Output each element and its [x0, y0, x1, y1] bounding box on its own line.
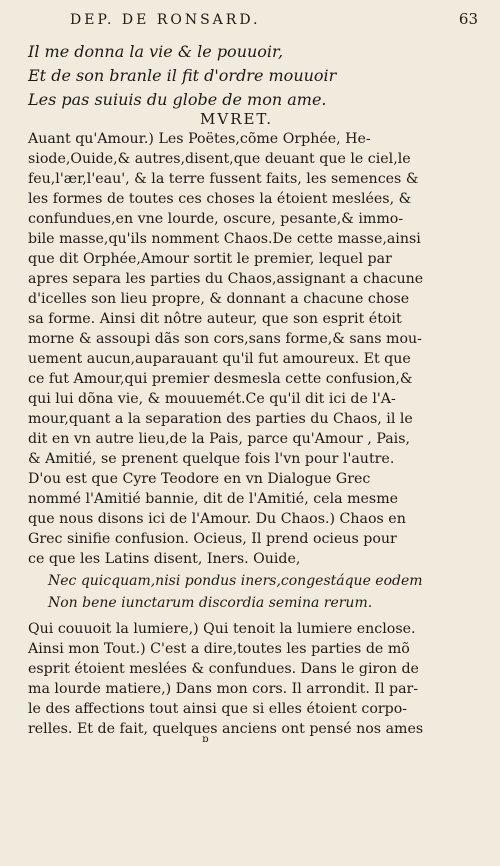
running-head: DEP. DE RONSARD. [70, 12, 261, 28]
page-header [40, 6, 490, 32]
closing-line: relles. Et de fait, quelques anciens ont pensé nos ames [28, 721, 424, 737]
page-number: 63 [458, 10, 478, 28]
body-line: mour,quant a la separation des parties du Chaos, il le [28, 411, 413, 427]
body-line: nommé l'Amitié bannie, dit de l'Amitié, cela mesme [28, 491, 399, 507]
body-line: Auant qu'Amour.) Les Poëtes,cõme Orphée, He- [28, 131, 371, 147]
body-line: sa forme. Ainsi dit nôtre auteur, que son esprit étoit [28, 311, 402, 327]
verse-line-1: Il me donna la vie & le pouuoir, [28, 42, 284, 61]
latin-quote-line-1: Nec quicquam,nisi pondus iners,congestáque eodem [48, 573, 423, 589]
body-line: confundues,en vne lourde, oscure, pesante,& immo- [28, 211, 404, 227]
closing-line: Ainsi mon Tout.) C'est a dire,toutes les parties de mõ [28, 641, 410, 657]
body-line: Grec sinifie confusion. Ocieus, Il prend ocieus pour [28, 531, 397, 547]
body-line: bile masse,qu'ils nomment Chaos.De cette masse,ainsi [28, 231, 421, 247]
body-line: les formes de toutes ces choses la étoient meslées, & [28, 191, 412, 207]
body-line: morne & assoupi dãs son cors,sans forme,& sans mou- [28, 331, 422, 347]
footer-mark: ɒ [202, 734, 209, 745]
body-line: apres separa les parties du Chaos,assignant a chacune [28, 271, 424, 287]
body-line: d'icelles son lieu propre, & donnant a chacune chose [28, 291, 410, 307]
body-line: & Amitié, se prenent quelque fois l'vn pour l'autre. [28, 451, 395, 467]
body-line: dit en vn autre lieu,de la Pais, parce qu'Amour , Pais, [28, 431, 411, 447]
closing-line: le des affections tout ainsi que si elles étoient corpo- [28, 701, 408, 717]
body-line: que nous disons ici de l'Amour. Du Chaos.) Chaos en [28, 511, 406, 527]
body-line: ce que les Latins disent, Iners. Ouide, [28, 551, 301, 567]
body-line: que dit Orphée,Amour sortit le premier, lequel par [28, 251, 392, 267]
body-line: ce fut Amour,qui premier desmesla cette confusion,& [28, 371, 413, 387]
body-line: uement aucun,auparauant qu'il fut amoureux. Et que [28, 351, 411, 367]
closing-line: ma lourde matiere,) Dans mon cors. Il arrondit. Il par- [28, 681, 419, 697]
body-line: siode,Ouide,& autres,disent,que deuant que le ciel,le [28, 151, 411, 167]
closing-line: Qui couuoit la lumiere,) Qui tenoit la lumiere enclose. [28, 621, 416, 637]
closing-line: esprit étoient meslées & confundues. Dans le giron de [28, 661, 419, 677]
body-line: qui lui dõna vie, & mouuemét.Ce qu'il dit ici de l'A- [28, 391, 396, 407]
verse-line-2: Et de son branle il fit d'ordre mouuoir [28, 66, 337, 85]
body-line: D'ou est que Cyre Teodore en vn Dialogue Grec [28, 471, 371, 487]
body-line: feu,l'ær,l'eau', & la terre fussent faits, les semences & [28, 171, 419, 187]
latin-quote-line-2: Non bene iunctarum discordia semina rerum. [48, 595, 373, 611]
section-title: MVRET. [200, 110, 274, 128]
verse-line-3: Les pas suiuis du globe de mon ame. [28, 90, 327, 109]
